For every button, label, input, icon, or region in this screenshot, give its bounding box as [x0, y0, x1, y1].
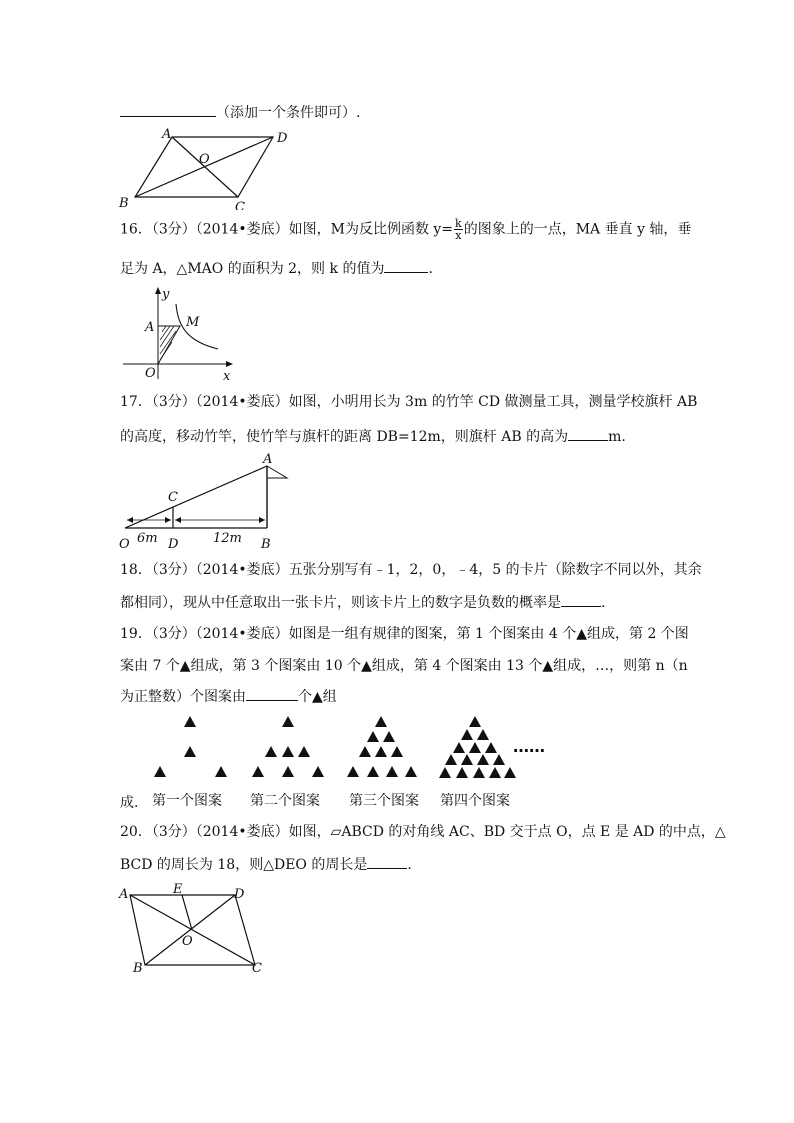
label-c: C — [168, 490, 178, 505]
q16-line2-text: 足为 A，△MAO 的面积为 2，则 k 的值为 — [120, 261, 385, 277]
q19-line-1 — [120, 624, 689, 644]
q19-line3-text: 为正整数）个图案由 — [120, 689, 246, 705]
q17-line-2 — [120, 426, 680, 447]
label-b: B — [119, 196, 129, 210]
label-o: O — [119, 537, 130, 550]
q20-line2-text: BCD 的周长为 18，则△DEO 的周长是 — [120, 857, 368, 873]
label-c: C — [252, 961, 262, 976]
label-a: A — [263, 452, 273, 467]
q19-line-2 — [120, 656, 688, 676]
label-b: B — [133, 961, 143, 976]
q15-parallelogram-figure — [115, 125, 295, 210]
q18-line2-text: 都相同），现从中任意取出一张卡片，则该卡片上的数字是负数的概率是 — [120, 595, 561, 611]
label-o: O — [145, 366, 156, 381]
fraction-numerator: k — [455, 217, 462, 230]
answer-blank[interactable] — [367, 854, 407, 869]
q17-line1-text: 17．（3分）（2014•娄底）如图，小明用长为 3m 的竹竿 CD 做测量工具，测量学校旗杆 AB — [120, 394, 698, 410]
q16-suffix: 的图象上的一点，MA 垂直 y 轴，垂 — [463, 221, 692, 238]
label-o: O — [199, 152, 210, 167]
label-m: M — [186, 315, 200, 330]
q17-line-1 — [120, 392, 698, 412]
q19-line-3 — [120, 686, 680, 707]
label-c: C — [235, 200, 245, 210]
q19-line3-end: 个▲组 — [298, 689, 337, 705]
label-a: A — [162, 127, 172, 142]
q16-prefix: 16．（3分）（2014•娄底）如图，M为反比例函数 y= — [120, 221, 454, 238]
q16-fraction — [454, 218, 463, 241]
q19-trailing: 成. — [120, 795, 139, 811]
q17-line2-end: m. — [608, 429, 626, 445]
answer-blank[interactable] — [384, 258, 428, 273]
label-y: y — [162, 287, 170, 302]
answer-blank[interactable] — [120, 102, 216, 117]
label-12m: 12m — [213, 531, 242, 546]
q20-line1-text: 20．（3分）（2014•娄底）如图，▱ABCD 的对角线 AC、BD 交于点 O，点 E 是 AD 的中点，△ — [120, 824, 726, 840]
q16-line2-end: . — [428, 261, 433, 277]
label-d: D — [277, 131, 288, 146]
q18-line1-text: 18．（3分）（2014•娄底）五张分别写有﹣1，2，0，﹣4，5 的卡片（除数字不同以外，其余 — [120, 562, 702, 578]
q20-line-1 — [120, 822, 726, 842]
label-b: B — [261, 537, 271, 550]
label-6m: 6m — [137, 531, 158, 546]
q16-line-2 — [120, 258, 680, 279]
answer-blank[interactable] — [246, 686, 298, 701]
q18-line-1 — [120, 560, 702, 580]
label-x: x — [223, 369, 231, 384]
pattern-1 — [154, 716, 227, 777]
pattern-2 — [252, 716, 324, 777]
q19-triangle-patterns — [140, 708, 560, 784]
q20-line2-end: . — [407, 857, 412, 873]
pattern-4 — [439, 716, 516, 778]
answer-blank[interactable] — [561, 592, 601, 607]
q16-hyperbola-figure — [118, 284, 248, 384]
answer-blank[interactable] — [568, 426, 608, 441]
label-d: D — [168, 537, 179, 550]
caption-pattern-3: 第三个图案 — [349, 793, 419, 809]
label-d: D — [234, 887, 245, 902]
q18-line2-end: . — [601, 595, 606, 611]
caption-pattern-4: 第四个图案 — [440, 793, 510, 809]
label-e: E — [173, 882, 183, 897]
q17-line2-text: 的高度，移动竹竿，使竹竿与旗杆的距离 DB=12m，则旗杆 AB 的高为 — [120, 429, 569, 445]
q19-line2-text: 案由 7 个▲组成，第 3 个图案由 10 个▲组成，第 4 个图案由 13 个▲组成，…，则第 n（n — [120, 658, 688, 674]
q19-line1-text: 19．（3分）（2014•娄底）如图是一组有规律的图案，第 1 个图案由 4 个▲组成，第 2 个图 — [120, 626, 689, 642]
q17-flagpole-figure — [115, 450, 305, 550]
label-o: O — [182, 934, 193, 949]
q15-tail-text: （添加一个条件即可）. — [216, 105, 361, 121]
q20-line-2 — [120, 854, 680, 875]
caption-pattern-1: 第一个图案 — [152, 793, 222, 809]
q20-parallelogram-figure — [115, 880, 275, 980]
caption-pattern-2: 第二个图案 — [250, 793, 320, 809]
q18-line-2 — [120, 592, 680, 613]
q16-line-1 — [120, 217, 692, 242]
label-a: A — [145, 320, 155, 335]
q15-tail-line — [120, 102, 680, 123]
pattern-3 — [347, 716, 417, 777]
pattern-ellipsis: …… — [513, 737, 545, 756]
label-a: A — [119, 887, 129, 902]
fraction-denominator: x — [455, 229, 462, 242]
